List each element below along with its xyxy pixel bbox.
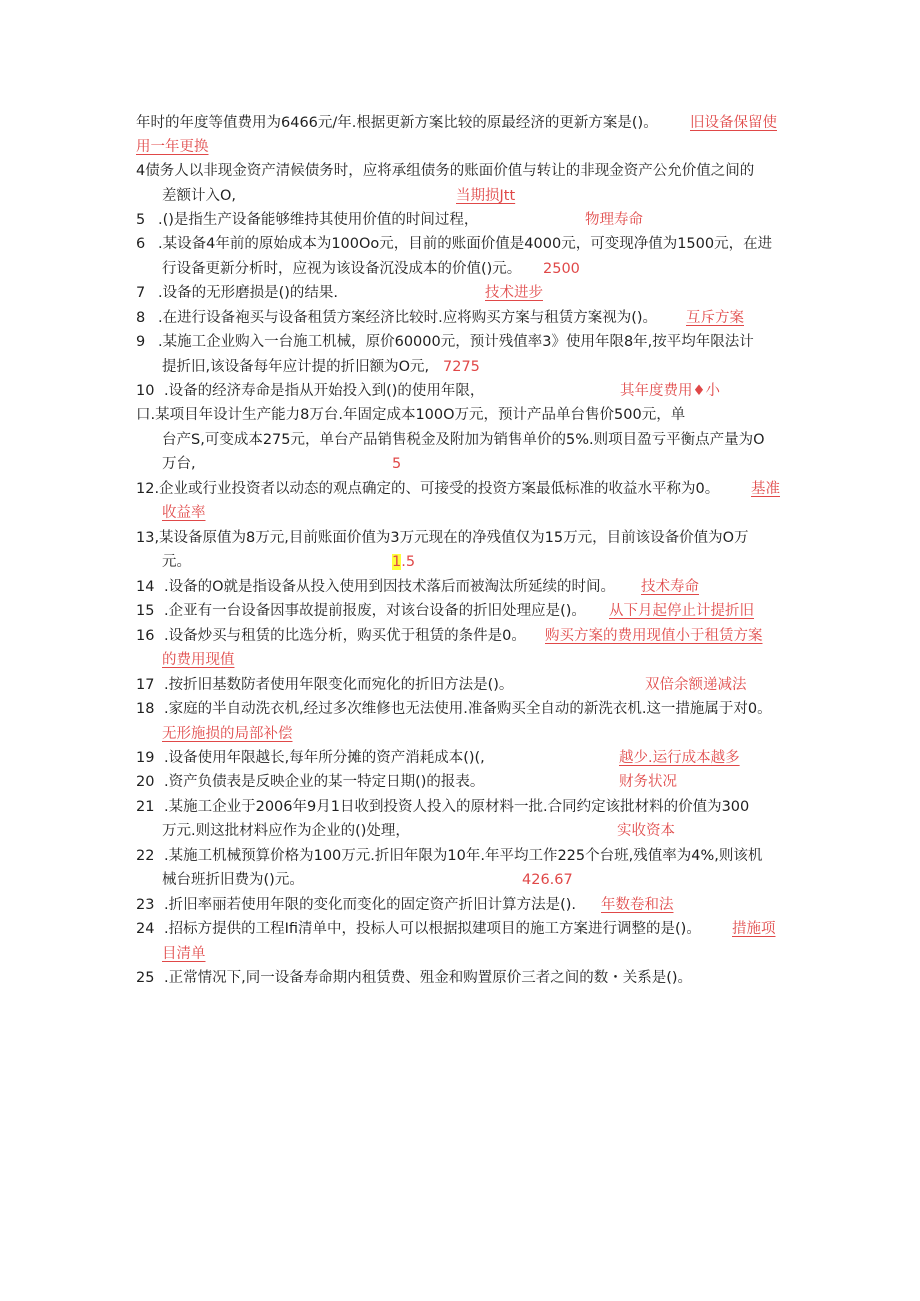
question-number: 17 [136, 677, 155, 693]
question-text: .资产负债表是反映企业的某一特定日期()的报表。 [164, 774, 485, 790]
answer-text: 2500 [543, 261, 580, 277]
answer-text: 426.67 [522, 872, 573, 888]
answer-text: 的费用现值 [162, 652, 235, 668]
answer-text [392, 551, 415, 573]
answer-text: 基准 [751, 481, 780, 497]
answer-text: 实收资本 [617, 823, 675, 839]
question-text: 12.企业或行业投资者以动态的观点确定的、可接受的投资方案最低标准的收益水平称为0。 [136, 481, 720, 497]
question-text: .在进行设备袍买与设备租赁方案经济比较时.应将购买方案与租赁方案视为()。 [158, 310, 658, 326]
question-text: .正常情况下,同一设备寿命期内租赁费、殂金和购置原价三者之间的数・关系是()。 [164, 970, 693, 986]
question-number: 24 [136, 921, 155, 937]
question-text: .设备的O就是指设备从投入使用到因技术落后而被淘汰所延续的时间。 [164, 579, 616, 595]
question-text: 台产S,可变成本275元，单台产品销售税金及附加为销售单价的5%.则项目盈亏平衡点产量为O [162, 432, 765, 448]
answer-text: 收益率 [162, 505, 206, 521]
question-number: 8 [136, 310, 146, 326]
question-text: 械台班折旧费为()元。 [162, 872, 304, 888]
answer-text: 技术寿命 [641, 579, 699, 595]
answer-text: 5 [392, 456, 402, 472]
question-number: 14 [136, 579, 155, 595]
question-text: .折旧率丽若使用年限的变化而变化的固定资产折旧计算方法是(). [164, 897, 577, 913]
question-text: 差额计入O, [162, 188, 237, 204]
answer-text: 无形施损的局部补偿 [162, 726, 293, 742]
question-number: 6 [136, 236, 146, 252]
answer-text: 目清单 [162, 946, 206, 962]
question-number: 9 [136, 334, 146, 350]
question-text: .某施工机械预算价格为100万元.折旧年限为10年.年平均工作225个台班,残值率为4%,则该机 [164, 848, 763, 864]
answer-text: 双倍余额递减法 [645, 677, 747, 693]
question-text: 4债务人以非现金资产清候债务时，应将承组债务的账面价值与转让的非现金资产公允价值之间的 [136, 163, 755, 179]
answer-text: 7275 [443, 359, 480, 375]
question-text: 13,某设备原值为8万元,目前账面价值为3万元现在的净残值仅为15万元，目前该设备价值为O万 [136, 530, 749, 546]
answer-rest: .5 [401, 554, 416, 570]
answer-text: 措施项 [732, 921, 776, 937]
question-number: 20 [136, 774, 155, 790]
question-number: 18 [136, 701, 155, 717]
answer-text: 从下月起停止计提折旧 [609, 603, 754, 619]
answer-text: 年数卷和法 [601, 897, 674, 913]
question-text: .按折旧基数防者使用年限变化而宛化的折旧方法是()。 [164, 677, 514, 693]
question-number: 7 [136, 285, 146, 301]
question-text: .某施工企业于2006年9月1日收到投资人投入的原材料一批.合同约定该批材料的价值为300 [164, 799, 750, 815]
highlighted-digit: 1 [392, 554, 402, 570]
question-text: 元。 [162, 554, 191, 570]
answer-text: 当期损Jtt [456, 188, 516, 204]
question-text: .招标方提供的工程Ifi清单中，投标人可以根据拟建项目的施工方案进行调整的是()。 [164, 921, 701, 937]
question-number: 5 [136, 212, 146, 228]
question-number: 22 [136, 848, 155, 864]
answer-text: 物理寿命 [585, 212, 643, 228]
answer-text: 旧设备保留使 [690, 115, 777, 131]
answer-text: 其年度费用♦小 [620, 383, 720, 399]
question-text: .企亚有一台设备因事故提前报废，对该台设备的折旧处理应是()。 [164, 603, 586, 619]
answer-text: 越少.运行成本越多 [619, 750, 740, 766]
question-text: .家庭的半自动洗衣机,经过多次维修也无法使用.准备购买全自动的新洗衣机.这一措施属于对0。 [164, 701, 772, 717]
question-text: .设备的无形磨损是()的结果. [158, 285, 339, 301]
question-text: .设备炒买与租赁的比选分析，购买优于租赁的条件是0。 [164, 628, 526, 644]
question-text: .设备使用年限越长,每年所分摊的资产消耗成本()(, [164, 750, 485, 766]
question-text: .()是指生产设备能够维持其使用价值的时间过程， [158, 212, 479, 228]
question-text: .某施工企业购入一台施工机械，原价60000元，预计残值率3》使用年限8年,按平均年限法计 [158, 334, 754, 350]
question-number: 21 [136, 799, 155, 815]
answer-text: 技术进步 [485, 285, 543, 301]
question-text: 行设备更新分析时，应视为该设备沉没成本的价值()元。 [162, 261, 522, 277]
question-number: 16 [136, 628, 155, 644]
question-text: .设备的经济寿命是指从开始投入到()的使用年限， [164, 383, 485, 399]
question-number: 23 [136, 897, 155, 913]
answer-text: 互斥方案 [686, 310, 744, 326]
answer-text: 用一年更换 [136, 139, 209, 155]
answer-text: 购买方案的费用现值小于租赁方案 [545, 628, 763, 644]
answer-text: 财务状况 [619, 774, 677, 790]
question-text: 万台, [162, 456, 196, 472]
question-text: .某设备4年前的原始成本为100Oo元，目前的账面价值是4000元，可变现净值为1500元，在进 [158, 236, 773, 252]
question-text: 提折旧,该设备每年应计提的折旧额为O元, [162, 359, 430, 375]
question-number: 19 [136, 750, 155, 766]
question-text: 年时的年度等值费用为6466元/年.根据更新方案比较的原最经济的更新方案是()。 [136, 115, 658, 131]
question-number: 10 [136, 383, 155, 399]
question-text: 万元.则这批材料应作为企业的()处理， [162, 823, 410, 839]
question-number: 25 [136, 970, 155, 986]
question-text: 口.某项目年设计生产能力8万台.年固定成本100O万元，预计产品单台售价500元，单 [136, 407, 686, 423]
question-number: 15 [136, 603, 155, 619]
